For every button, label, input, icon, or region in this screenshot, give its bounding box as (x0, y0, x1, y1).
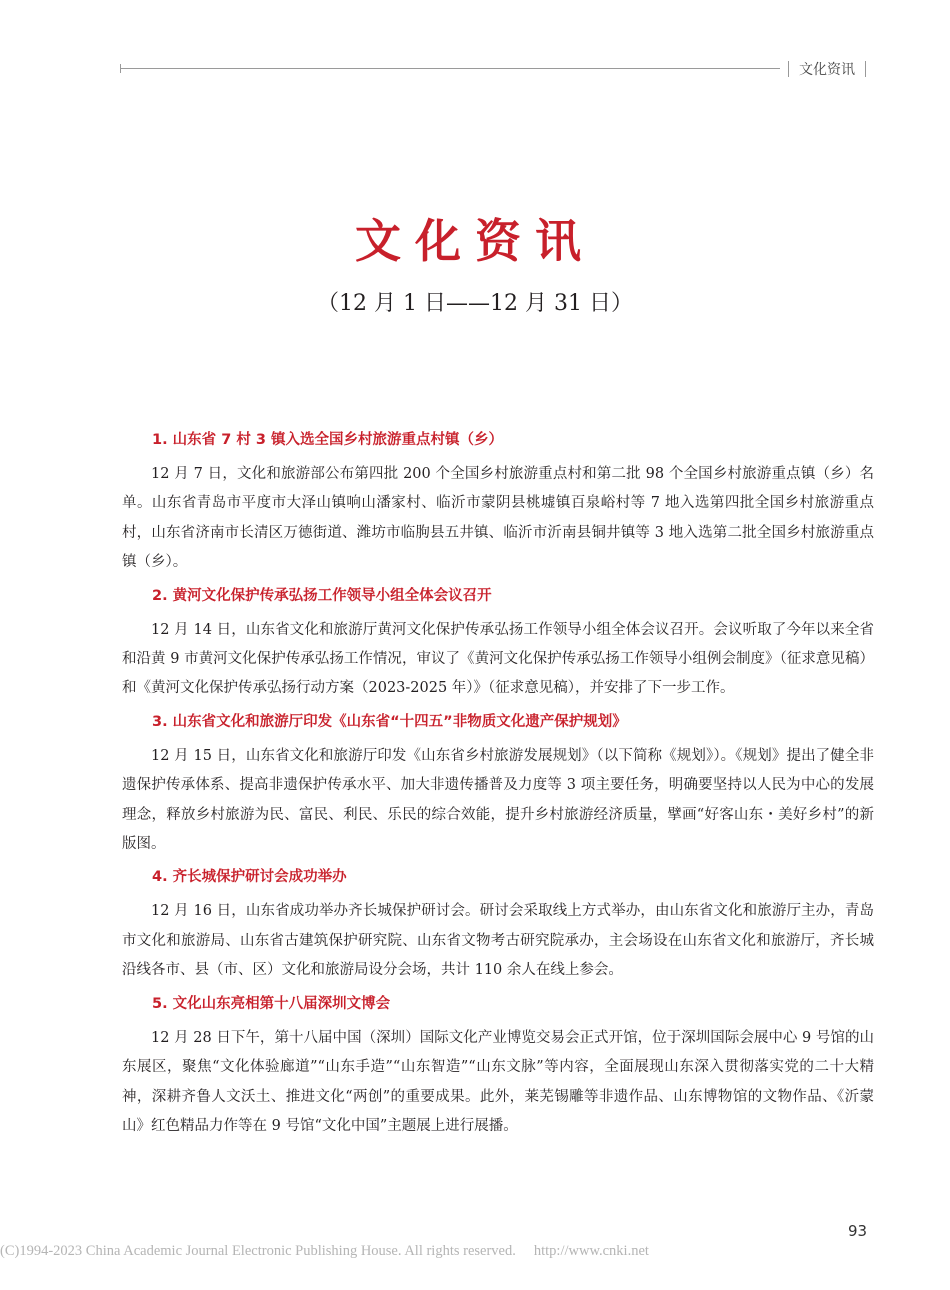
news-heading: 3. 山东省文化和旅游厅印发《山东省“十四五”非物质文化遗产保护规划》 (152, 713, 627, 730)
header-rule (120, 68, 780, 69)
news-heading: 2. 黄河文化保护传承弘扬工作领导小组全体会议召开 (152, 587, 492, 604)
news-item-5 (122, 992, 874, 1142)
news-heading: 4. 齐长城保护研讨会成功举办 (152, 869, 347, 886)
news-item-2 (122, 584, 874, 704)
date-range: （12 月 1 日——12 月 31 日） (317, 291, 633, 316)
news-list (122, 428, 874, 1147)
copyright-watermark (0, 1243, 649, 1260)
source-url: http://www.cnki.net (533, 1243, 649, 1259)
news-item-4 (122, 865, 874, 985)
running-header (788, 58, 866, 80)
news-body: 12 月 14 日，山东省文化和旅游厅黄河文化保护传承弘扬工作领导小组全体会议召开。会议听取了今年以来全省和沿黄 9 市黄河文化保护传承弘扬工作情况，审议了《黄河文化保护传承弘扬工作领导小组例会制度》（征求意见稿）和《黄河文化保护传承弘扬行动方案（2023-2025 年）》（征求意见稿），并安排了下一步工作。 (122, 621, 874, 697)
news-body: 12 月 15 日，山东省文化和旅游厅印发《山东省乡村旅游发展规划》（以下简称《规划》）。《规划》提出了健全非遗保护传承体系、提高非遗保护传承水平、加大非遗传播普及力度等 3 项主要任务，明确要坚持以人民为中心的发展理念，释放乡村旅游为民、富民、利民、乐民的综合效能，提升乡村旅游经济质量，擘画“好客山东・美好乡村”的新版图。 (122, 747, 874, 853)
page-title: 文化资讯 (355, 214, 595, 268)
section-name: 文化资讯 (799, 62, 855, 78)
news-heading: 5. 文化山东亮相第十八届深圳文博会 (152, 995, 391, 1012)
news-body: 12 月 16 日，山东省成功举办齐长城保护研讨会。研讨会采取线上方式举办，由山东省文化和旅游厅主办，青岛市文化和旅游局、山东省古建筑保护研究院、山东省文物考古研究院承办，主会场设在山东省文化和旅游厅，齐长城沿线各市、县（市、区）文化和旅游局设分会场，共计 110 余人在线上参会。 (122, 903, 874, 979)
news-body: 12 月 28 日下午，第十八届中国（深圳）国际文化产业博览交易会正式开馆，位于深圳国际会展中心 9 号馆的山东展区，聚焦“文化体验廊道”“山东手造”“山东智造”“山东文脉”等内容，全面展现山东深入贯彻落实党的二十大精神，深耕齐鲁人文沃土、推进文化“两创”的重要成果。此外，莱芜锡雕等非遗作品、山东博物馆的文物作品、《沂蒙山》红色精品力作等在 9 号馆“文化中国”主题展上进行展播。 (122, 1029, 874, 1134)
news-heading: 1. 山东省 7 村 3 镇入选全国乡村旅游重点村镇（乡） (152, 432, 504, 448)
page-number: 93 (848, 1222, 868, 1240)
header-divider-right (865, 61, 866, 77)
news-body: 12 月 7 日，文化和旅游部公布第四批 200 个全国乡村旅游重点村和第二批 98 个全国乡村旅游重点镇（乡）名单。山东省青岛市平度市大泽山镇响山潘家村、临沂市蒙阴县桃墟镇百泉峪村等 7 地入选第四批全国乡村旅游重点村，山东省济南市长清区万德街道、潍坊市临朐县五井镇、临沂市沂南县铜井镇等 3 地入选第二批全国乡村旅游重点镇（乡）。 (122, 466, 874, 571)
news-item-1 (122, 428, 874, 578)
header-divider-left (788, 61, 789, 77)
news-item-3 (122, 710, 874, 860)
copyright-text: (C)1994-2023 China Academic Journal Electronic Publishing House. All rights reserved. (0, 1243, 516, 1259)
